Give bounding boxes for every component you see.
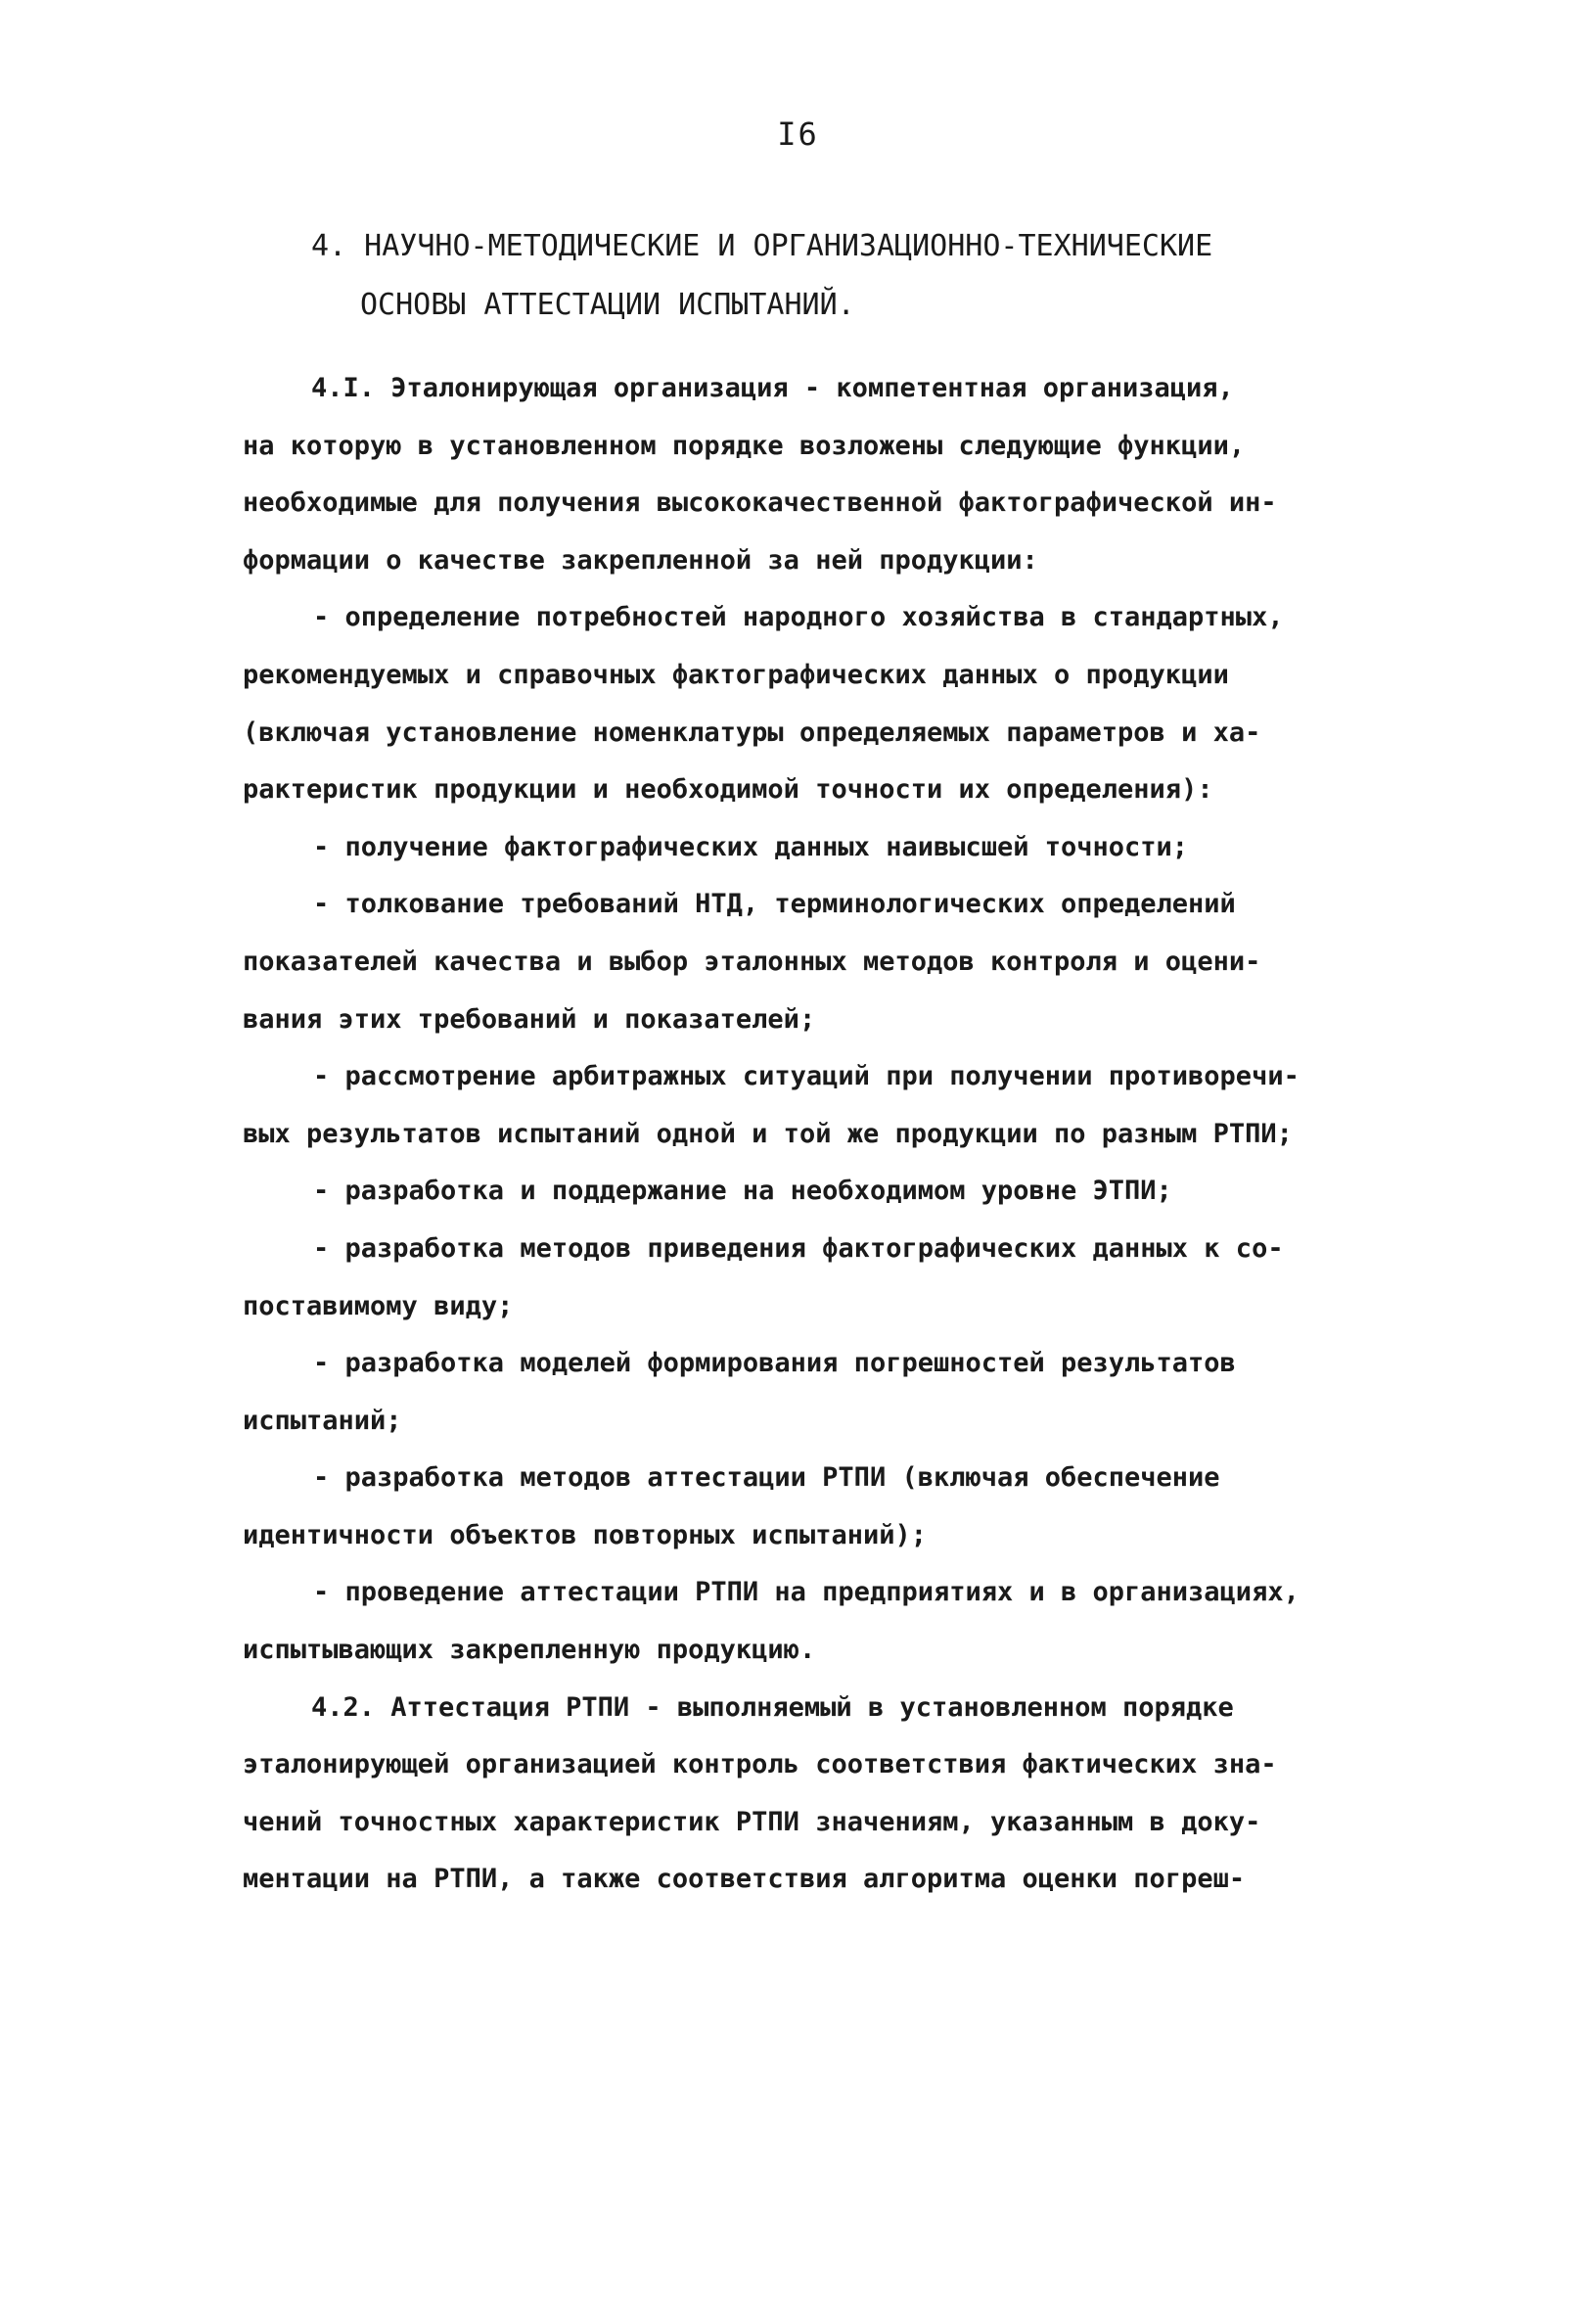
- text-line: - разработка методов приведения фактографических данных к со-: [313, 1232, 1284, 1264]
- text-line: - получение фактографических данных наивысшей точности;: [313, 831, 1189, 862]
- text-line: необходимые для получения высококачественной фактографической ин-: [243, 487, 1277, 519]
- text-line: испытывающих закрепленную продукцию.: [243, 1635, 816, 1666]
- heading-line-1: 4. НАУЧНО-МЕТОДИЧЕСКИЕ И ОРГАНИЗАЦИОННО-ТЕХНИЧЕСКИЕ: [311, 229, 1213, 263]
- text-line: ментации на РТПИ, а также соответствия алгоритма оценки погреш-: [243, 1864, 1246, 1895]
- text-line: рекомендуемых и справочных фактографических данных о продукции: [243, 659, 1229, 690]
- heading-line-2: ОСНОВЫ АТТЕСТАЦИИ ИСПЫТАНИЙ.: [360, 288, 855, 322]
- body-text: [243, 360, 1397, 1909]
- text-line: - разработка методов аттестации РТПИ (включая обеспечение: [313, 1462, 1220, 1494]
- text-line: вания этих требований и показателей;: [243, 1003, 816, 1035]
- text-line: - разработка и поддержание на необходимом уровне ЭТПИ;: [313, 1176, 1172, 1207]
- text-line: на которую в установленном порядке возложены следующие функции,: [243, 430, 1246, 461]
- text-line: (включая установление номенклатуры определяемых параметров и ха-: [243, 716, 1261, 748]
- section-heading: [311, 217, 1407, 335]
- text-line: испытаний;: [243, 1405, 402, 1436]
- text-line: - определение потребностей народного хозяйства в стандартных,: [313, 602, 1284, 633]
- text-line: - рассмотрение арбитражных ситуаций при получении противоречи-: [313, 1061, 1300, 1092]
- text-line: 4.2. Аттестация РТПИ - выполняемый в установленном порядке: [311, 1691, 1234, 1723]
- text-line: формации о качестве закрепленной за ней продукции:: [243, 544, 1038, 576]
- text-line: рактеристик продукции и необходимой точности их определения):: [243, 774, 1213, 806]
- text-line: эталонирующей организацией контроль соответствия фактических зна-: [243, 1749, 1277, 1780]
- text-line: - проведение аттестации РТПИ на предприятиях и в организациях,: [313, 1577, 1300, 1608]
- text-line: чений точностных характеристик РТПИ значениям, указанным в доку-: [243, 1806, 1261, 1837]
- text-line: - разработка моделей формирования погрешностей результатов: [313, 1348, 1236, 1379]
- text-line: вых результатов испытаний одной и той же продукции по разным РТПИ;: [243, 1118, 1293, 1149]
- text-line: - толкование требований НТД, терминологических определений: [313, 889, 1236, 920]
- text-line: показателей качества и выбор эталонных методов контроля и оцени-: [243, 946, 1261, 977]
- text-line: поставимому виду;: [243, 1290, 514, 1321]
- text-line: 4.I. Эталонирующая организация - компетентная организация,: [311, 373, 1234, 403]
- page-number: I6: [777, 115, 819, 153]
- text-line: идентичности объектов повторных испытаний);: [243, 1519, 927, 1550]
